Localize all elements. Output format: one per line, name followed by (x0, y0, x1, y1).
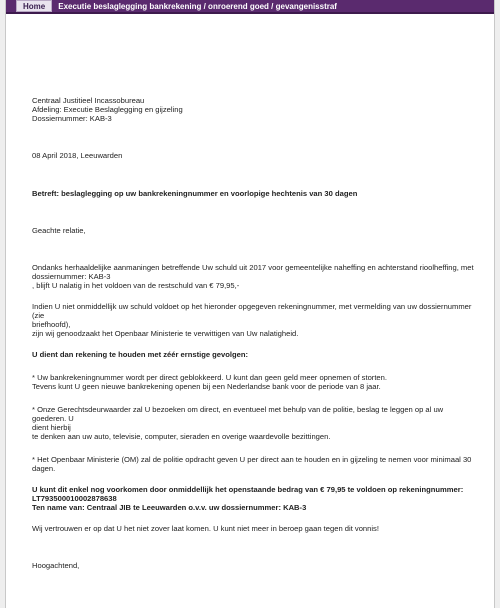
bullet-bank-line: * Uw bankrekeningnummer wordt per direct geblokkeerd. U kunt dan geen geld meer opnemen of storten. (32, 373, 387, 382)
paragraph-debt-line: , blijft U nalatig in het voldoen van de restschuld van € 79,95,- (32, 281, 240, 290)
subject-line: Betreft: beslaglegging op uw bankrekeningnummer en voorlopige hechtenis van 30 dagen (32, 189, 358, 198)
account-number: LT793500010002878638 (32, 494, 117, 503)
letter-body (32, 96, 476, 570)
sender-organisation: Centraal Justitieel Incassobureau (32, 96, 145, 105)
bullet-police-line: * Het Openbaar Ministerie (OM) zal de politie opdracht geven U per direct aan te houden en in gijzeling te nemen voor minimaal 30 (32, 455, 472, 464)
paragraph-debt (32, 263, 476, 290)
warning-heading: U dient dan rekening te houden met zéér ernstige gevolgen: (32, 350, 249, 359)
payment-line: Ten name van: Centraal JIB te Leeuwarden o.v.v. uw dossiernummer: KAB-3 (32, 503, 307, 512)
date-line: 08 April 2018, Leeuwarden (32, 151, 123, 160)
bullet-bank-line: Tevens kunt U geen nieuwe bankrekening openen bij een Nederlandse bank voor de periode van 8 jaar. (32, 382, 381, 391)
salutation: Geachte relatie, (32, 226, 86, 235)
home-tab[interactable]: Home (16, 0, 52, 12)
bullet-bailiff-line: * Onze Gerechtsdeurwaarder zal U bezoeken om direct, en eventueel met behulp van de politie, beslag te leggen op al uw goederen. U (32, 405, 444, 423)
sender-department: Afdeling: Executie Beslaglegging en gijzeling (32, 105, 183, 114)
bullet-bailiff-line: dient hierbij (32, 423, 71, 432)
window-title: Executie beslaglegging bankrekening / onroerend goed / gevangenisstraf (58, 1, 337, 11)
trust-line: Wij vertrouwen er op dat U het niet zover laat komen. U kunt niet meer in beroep gaan tegen dit vonnis! (32, 524, 379, 533)
paragraph-debt-line: Ondanks herhaaldelijke aanmaningen betreffende Uw schuld uit 2017 voor gemeentelijke naheffing en achterstand rioolheffing, met (32, 263, 474, 272)
paragraph-debt-line: dossiernummer: KAB-3 (32, 272, 111, 281)
paragraph-notice-line: zijn wij genoodzaakt het Openbaar Ministerie te verwittigen van Uw nalatigheid. (32, 329, 299, 338)
bullet-police (32, 455, 476, 473)
bullet-bailiff (32, 405, 476, 441)
closing: Hoogachtend, (32, 561, 80, 570)
bullet-bailiff-line: te denken aan uw auto, televisie, computer, sieraden en overige waardevolle bezittingen. (32, 432, 331, 441)
bullet-police-line: dagen. (32, 464, 56, 473)
paragraph-notice-line: Indien U niet onmiddellijk uw schuld voldoet op het hieronder opgegeven rekeningnummer, met vermelding van uw dossiernummer (zie (32, 302, 472, 320)
bullet-bank (32, 373, 476, 391)
letter-frame (5, 0, 495, 608)
payment-instructions (32, 485, 476, 512)
sender-dossier: Dossiernummer: KAB-3 (32, 114, 112, 123)
tab-bar (6, 0, 494, 14)
payment-line: U kunt dit enkel nog voorkomen door onmiddellijk het openstaande bedrag van € 79,95 te voldoen op rekeningnummer: (32, 485, 464, 494)
paragraph-notice-line: briefhoofd), (32, 320, 71, 329)
paragraph-notice (32, 302, 476, 338)
